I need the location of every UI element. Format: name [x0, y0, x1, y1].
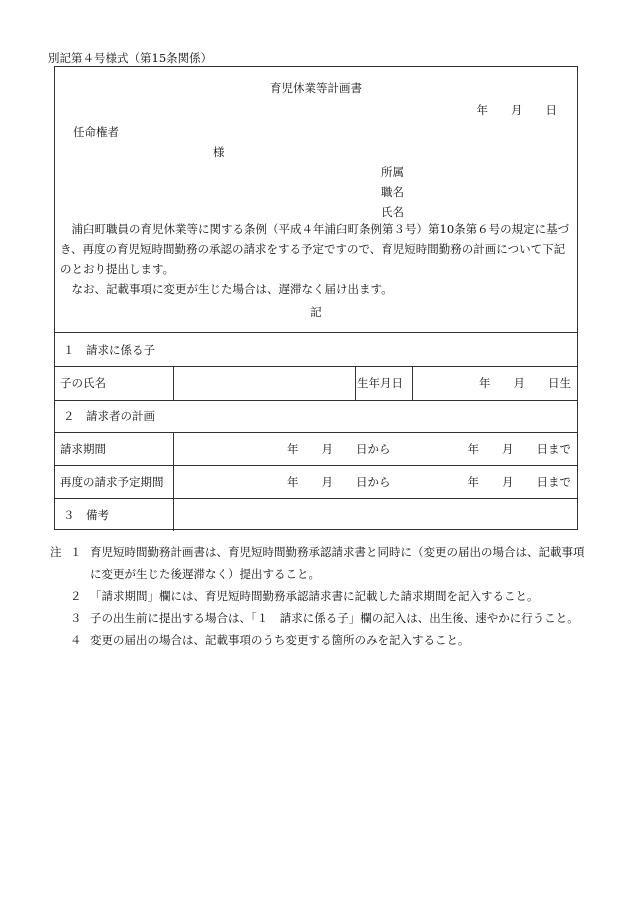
divider [173, 432, 174, 531]
applicant-name: 氏名 [381, 205, 404, 219]
period-to: 年 月 日まで [467, 442, 571, 456]
applicant-position: 職名 [381, 185, 404, 199]
notes [50, 541, 590, 651]
notes-head: 注 [50, 545, 62, 559]
divider [55, 332, 577, 333]
note-number: １ [70, 545, 82, 559]
child-name-label: 子の氏名 [60, 376, 106, 390]
again-period-to: 年 月 日まで [467, 475, 571, 489]
date-line: 年 月 日 [476, 103, 557, 117]
form-id: 別記第４号様式（第15条関係） [48, 51, 213, 65]
divider [55, 432, 577, 433]
divider [173, 366, 174, 400]
note-item [50, 541, 590, 585]
paragraph-main: 浦臼町職員の育児休業等に関する条例（平成４年浦臼町条例第３号）第10条第６号の規定に基づき、再度の育児短時間勤務の承認の請求をする予定ですので、育児短時間勤務の計画について下記のとおり提出します。 [60, 222, 570, 276]
birthdate-value: 年 月 日生 [479, 376, 571, 390]
note-text: 子の出生前に提出する場合は、「１ 請求に係る子」欄の記入は、出生後、速やかに行うこと。 [90, 611, 579, 625]
note-number: ２ [70, 589, 82, 603]
period-from: 年 月 日から [287, 442, 391, 456]
note-text: 変更の届出の場合は、記載事項のうち変更する箇所のみを記入すること。 [90, 633, 470, 647]
again-period-label: 再度の請求予定期間 [60, 475, 164, 489]
divider [55, 366, 577, 367]
form-table [54, 66, 578, 530]
divider [412, 366, 413, 400]
note-item [50, 585, 590, 607]
birthdate-label: 生年月日 [357, 376, 403, 390]
paragraph-note: なお、記載事項に変更が生じた場合は、遅滞なく届け出ます。 [71, 282, 393, 296]
again-period-from: 年 月 日から [287, 475, 391, 489]
section1-heading: １ 請求に係る子 [63, 343, 155, 357]
addressee: 任命権者 [73, 125, 119, 139]
divider [355, 366, 356, 400]
note-number: ４ [70, 633, 82, 647]
note-item [50, 629, 590, 651]
note-item [50, 607, 590, 629]
ki-mark: 記 [310, 305, 322, 319]
note-text: 育児短時間勤務計画書は、育児短時間勤務承認請求書と同時に（変更の届出の場合は、記載事項に変更が生じた後遅滞なく）提出すること。 [90, 545, 585, 581]
divider [55, 400, 577, 401]
applicant-affiliation: 所属 [381, 165, 404, 179]
period-label: 請求期間 [60, 442, 106, 456]
note-text: 「請求期間」欄には、育児短時間勤務承認請求書に記載した請求期間を記入すること。 [90, 589, 539, 603]
honorific: 様 [213, 145, 225, 159]
form-title: 育児休業等計画書 [270, 81, 362, 95]
section3-heading: ３ 備考 [63, 508, 109, 522]
section2-heading: ２ 請求者の計画 [63, 409, 155, 423]
divider [55, 465, 577, 466]
note-number: ３ [70, 611, 82, 625]
divider [55, 498, 577, 499]
